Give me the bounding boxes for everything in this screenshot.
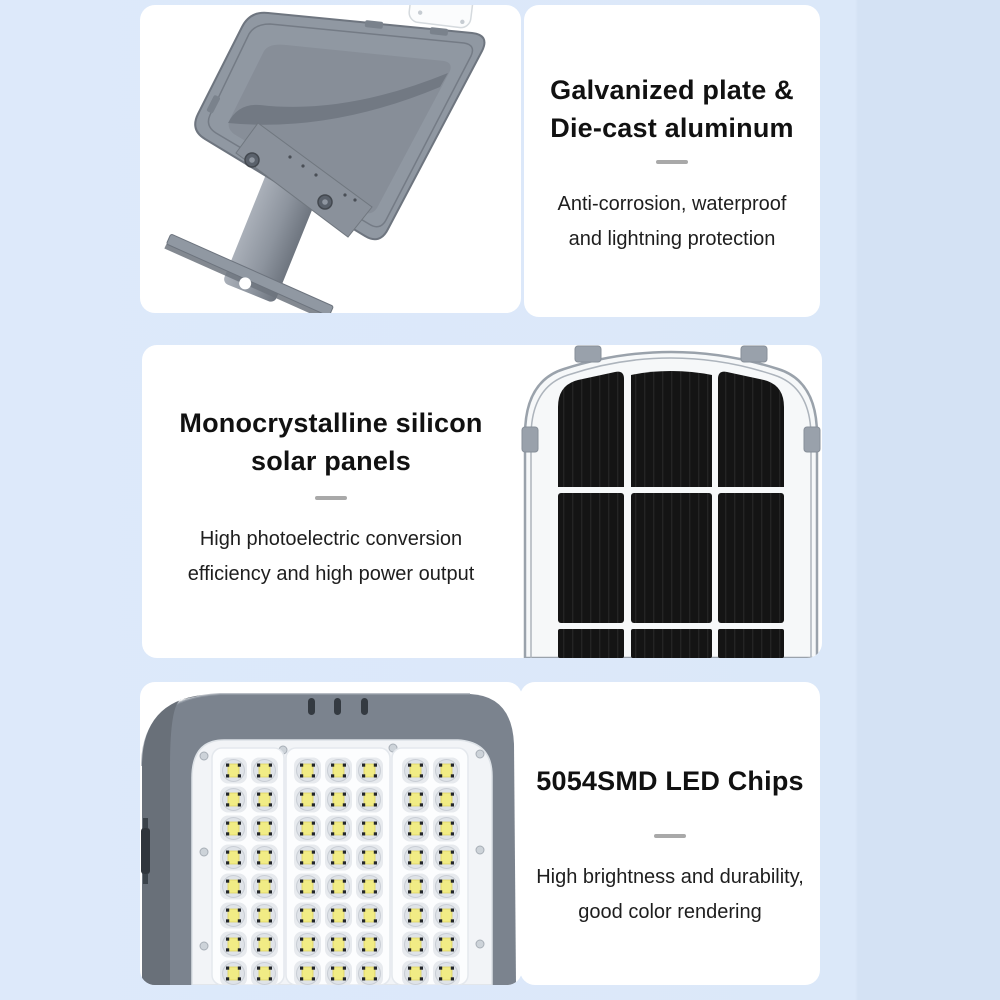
section-title: [520, 762, 820, 800]
die-cast-aluminum-photo-card: [140, 5, 521, 313]
section-description: [524, 187, 820, 257]
solar-text-column: [142, 345, 520, 658]
led-chips-text-card: [520, 682, 820, 985]
led-chips-photo-card: [140, 682, 522, 985]
title-line: solar panels: [251, 446, 411, 476]
desc-line: good color rendering: [578, 901, 762, 923]
title-line: Monocrystalline silicon: [179, 408, 483, 438]
section-title: [142, 404, 520, 480]
monocrystalline-solar-panel-photo: [520, 345, 822, 658]
die-cast-aluminum-text-card: [524, 5, 820, 317]
title-line: Die-cast aluminum: [550, 113, 794, 143]
desc-line: efficiency and high power output: [187, 563, 475, 585]
desc-line: and lightning protection: [568, 228, 776, 250]
led-arrays: [218, 756, 462, 985]
title-line: Galvanized plate &: [550, 75, 794, 105]
divider-line: [654, 834, 686, 838]
divider-line: [656, 160, 688, 164]
desc-line: High photoelectric conversion: [199, 528, 463, 550]
solar-panel-card: [142, 345, 822, 658]
section-description: [142, 522, 520, 592]
sensor-cover: [408, 5, 475, 29]
section-description: [520, 860, 820, 930]
desc-line: Anti-corrosion, waterproof: [557, 193, 787, 215]
section-title: [524, 71, 820, 147]
title-line: 5054SMD LED Chips: [536, 766, 804, 796]
divider-line: [315, 496, 347, 500]
solar-photo-wrap: [520, 345, 822, 658]
solar-cells: [558, 371, 784, 658]
street-light-back-photo: [140, 5, 521, 313]
desc-line: High brightness and durability,: [536, 866, 804, 888]
led-chip-array-photo: [140, 682, 522, 985]
